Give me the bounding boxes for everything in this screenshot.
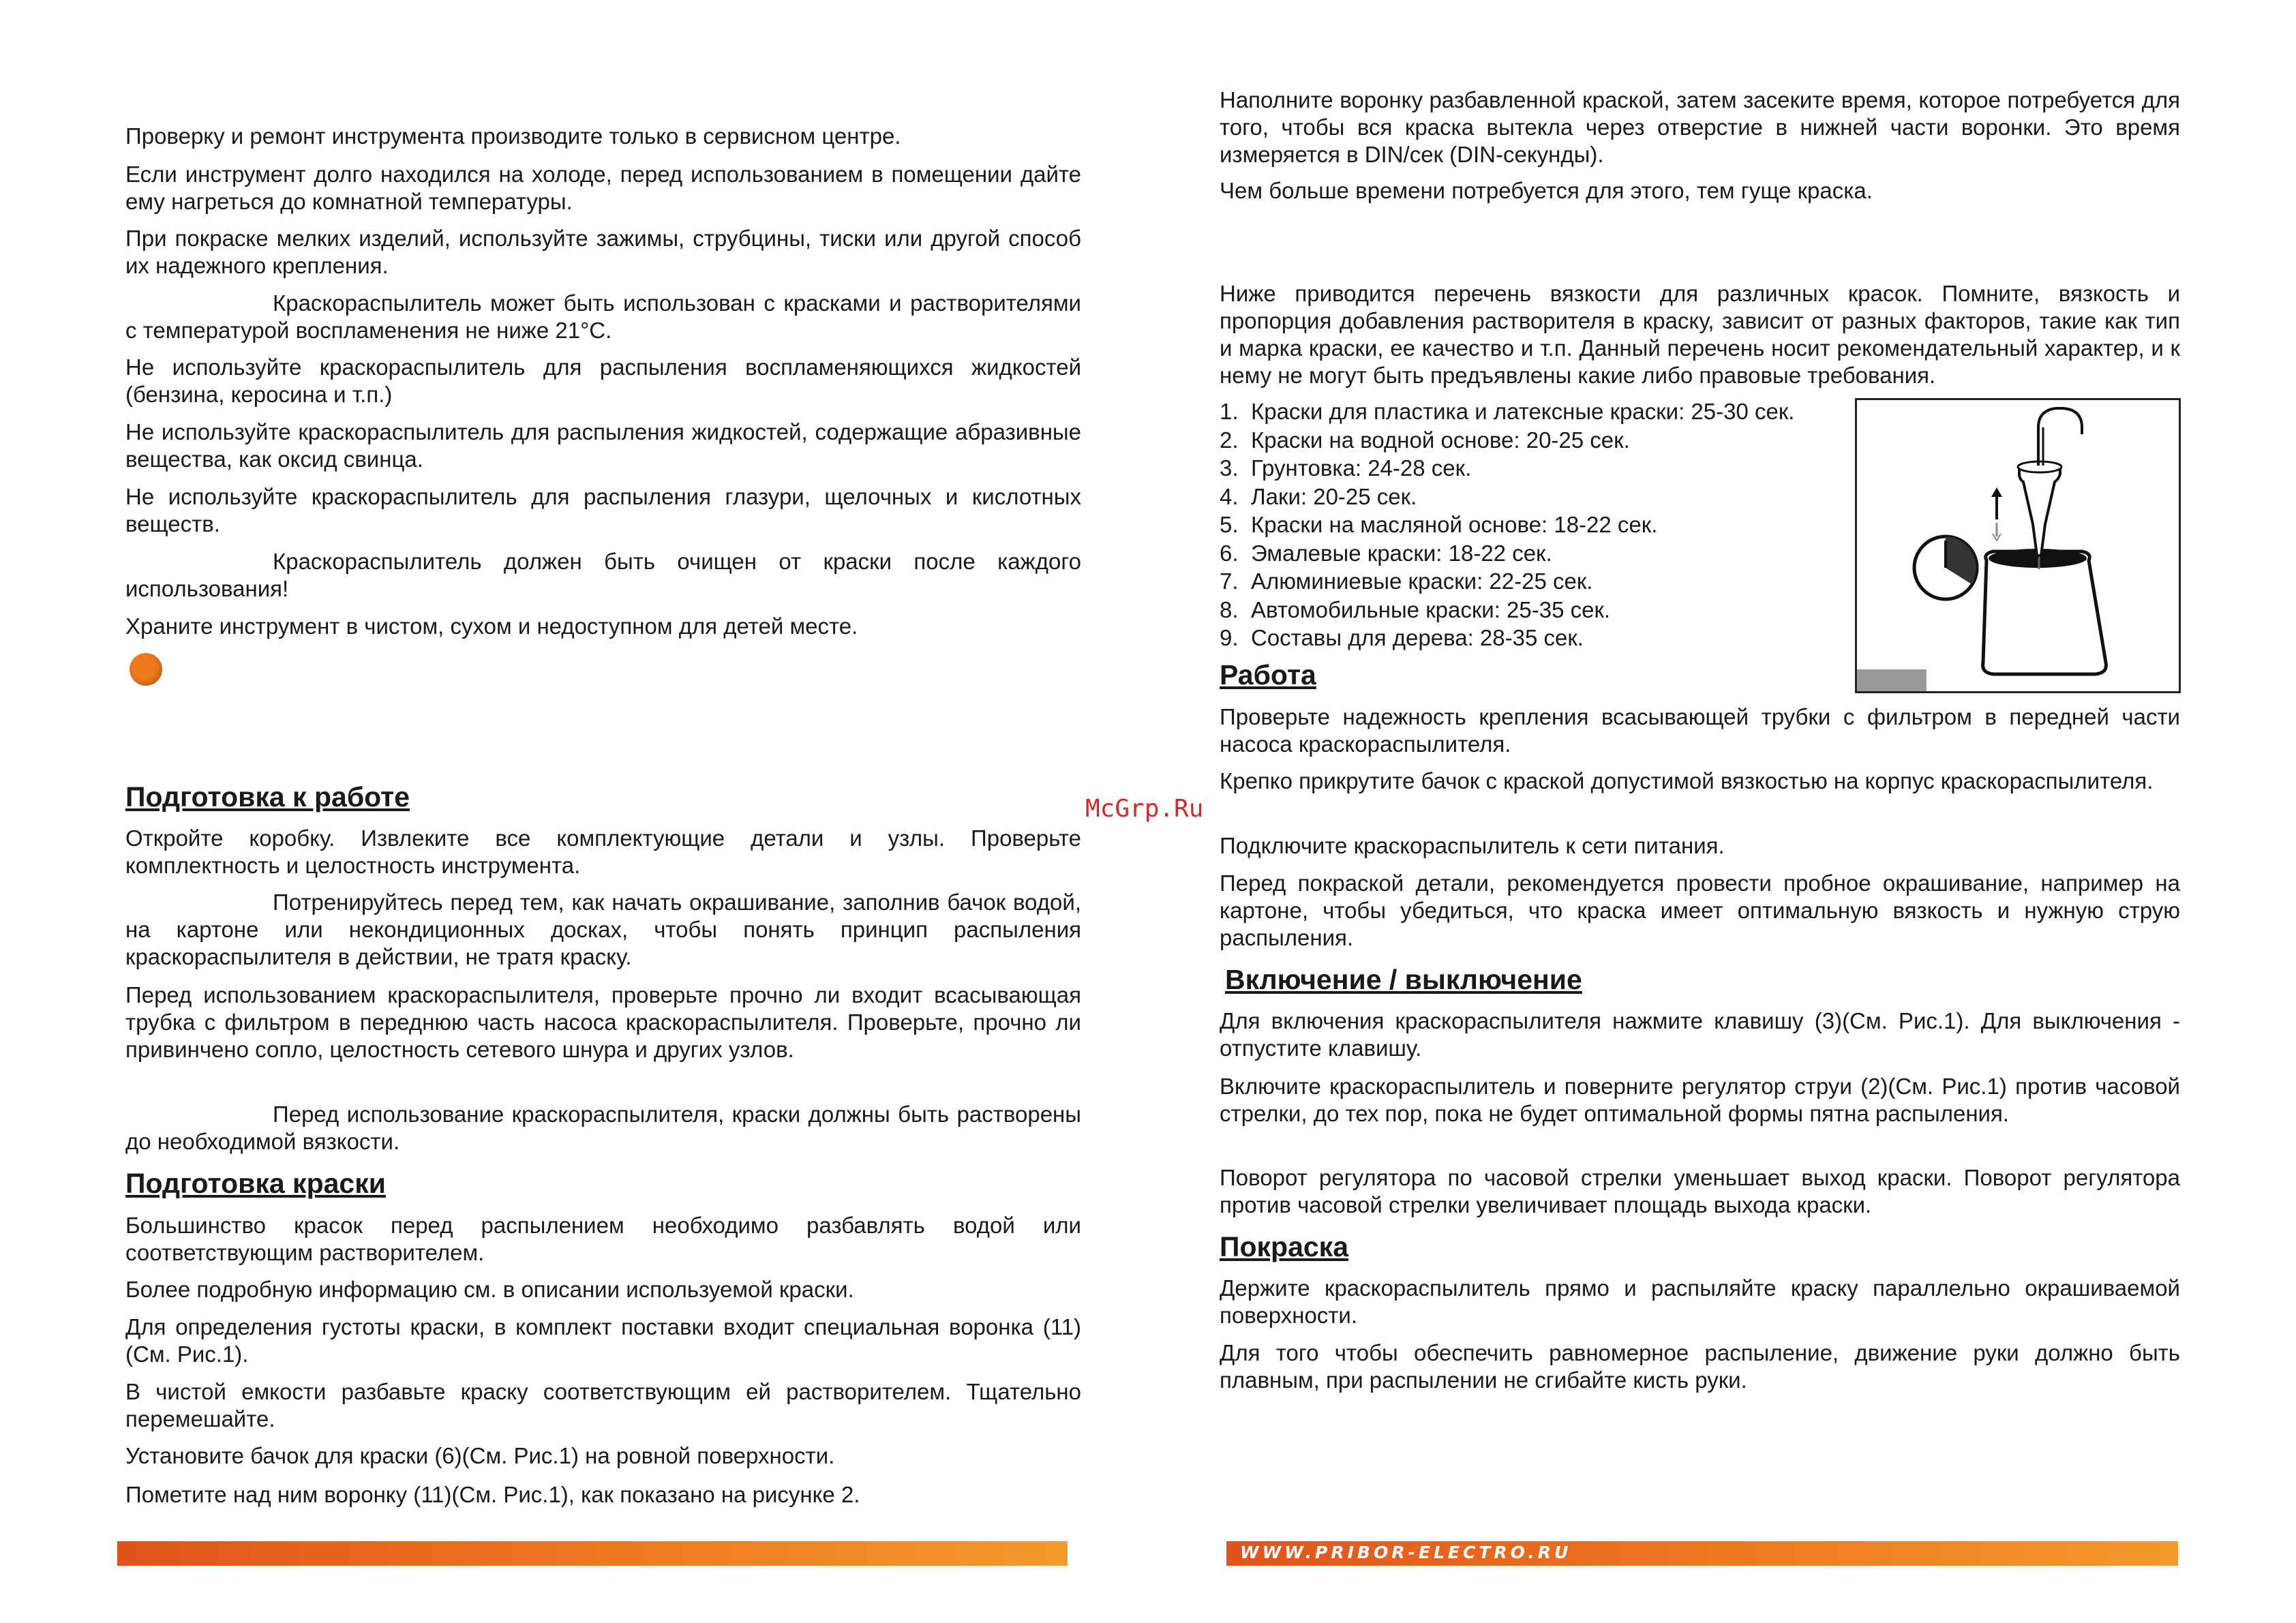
paragraph: Перед использованием краскораспылителя, проверьте прочно ли входит всасывающая трубка с фильтром в переднюю часть насоса краскораспылителя. Проверьте, прочно ли привинчено сопло, целостность сетевого шнура и других узлов. [125, 982, 1081, 1062]
list-item-number: 1. [1220, 399, 1239, 424]
footer-bar-left [117, 1541, 1068, 1566]
section-heading-paint: Покраска [1220, 1231, 1349, 1262]
list-item-text: Составы для дерева: 28-35 сек. [1251, 625, 1584, 650]
paragraph: Ниже приводится перечень вязкости для различных красок. Помните, вязкость и пропорция добавления растворителя в краску, зависит от разных факторов, такие как тип и марка краски, ее качество и т.п. Данный перечень носит рекомендательный характер, и к нему не могут быть предъявлены какие либо правовые требования. [1220, 281, 2180, 388]
paragraph: Откройте коробку. Извлеките все комплектующие детали и узлы. Проверьте комплектность и целостность инструмента. [125, 825, 1081, 878]
funnel-hook [2038, 408, 2082, 466]
list-item [1220, 511, 1860, 539]
paragraph: Держите краскораспылитель прямо и распыляйте краску параллельно окрашиваемой поверхности. [1220, 1275, 2180, 1328]
list-item [1220, 596, 1860, 624]
list-item [1220, 539, 1860, 568]
paragraph: Поворот регулятора по часовой стрелки уменьшает выход краски. Поворот регулятора против часовой стрелки увеличивает площадь выхода краски. [1220, 1165, 2180, 1217]
paragraph: Проверьте надежность крепления всасывающей трубки с фильтром в передней части насоса краскораспылителя. [1220, 704, 2180, 757]
funnel-cup-illustration [1857, 400, 2179, 691]
list-item-number: 5. [1220, 512, 1239, 537]
paragraph: Не используйте краскораспылитель для распыления глазури, щелочных и кислотных веществ. [125, 484, 1081, 536]
paragraph: Перед покраской детали, рекомендуется провести пробное окрашивание, например на картоне, чтобы убедиться, что краска имеет оптимальную вязкость и нужную струю распыления. [1220, 870, 2180, 950]
paragraph: Краскораспылитель должен быть очищен от краски после каждого использования! [125, 549, 1081, 601]
list-item-text: Краски на масляной основе: 18-22 сек. [1251, 512, 1658, 537]
list-item-text: Автомобильные краски: 25-35 сек. [1251, 596, 1611, 622]
paragraph: Не используйте краскораспылитель для распыления жидкостей, содержащие абразивные вещества, как оксид свинца. [125, 419, 1081, 472]
paragraph: Храните инструмент в чистом, сухом и недоступном для детей месте. [125, 613, 858, 639]
list-item-number: 8. [1220, 596, 1239, 622]
list-item-number: 6. [1220, 540, 1239, 566]
list-item-text: Краски на водной основе: 20-25 сек. [1251, 427, 1630, 453]
section-heading-work: Работа [1220, 659, 1316, 691]
paragraph: Если инструмент долго находился на холоде, перед использованием в помещении дайте ему нагреться до комнатной температуры. [125, 162, 1081, 214]
list-item [1220, 426, 1860, 455]
paragraph: Для включения краскораспылителя нажмите клавишу (3)(См. Рис.1). Для выключения - отпустите клавишу. [1220, 1008, 2180, 1061]
list-item [1220, 624, 1860, 652]
list-item-text: Грунтовка: 24-28 сек. [1251, 455, 1472, 481]
paragraph: Крепко прикрутите бачок с краской допустимой вязкостью на корпус краскораспылителя. [1220, 768, 2154, 793]
footer-bar-right [1226, 1541, 2178, 1566]
paragraph: Большинство красок перед распылением необходимо разбавлять водой или соответствующим растворителем. [125, 1213, 1081, 1265]
list-item-number: 3. [1220, 455, 1239, 481]
list-item-text: Краски для пластика и латексные краски: 25-30 сек. [1251, 399, 1795, 424]
list-item-number: 7. [1220, 568, 1239, 594]
section-heading-prep: Подготовка к работе [125, 781, 410, 813]
list-item-number: 2. [1220, 427, 1239, 453]
paragraph: Установите бачок для краски (6)(См. Рис.1) на ровной поверхности. [125, 1443, 835, 1468]
section-heading-onoff: Включение / выключение [1225, 964, 1582, 995]
paragraph: Для определения густоты краски, в комплект поставки входит специальная воронка (11)(См. Рис.1). [125, 1314, 1081, 1367]
list-item-text: Эмалевые краски: 18-22 сек. [1251, 540, 1552, 566]
paragraph: Потренируйтесь перед тем, как начать окрашивание, заполнив бачок водой, на картоне или некондиционных досках, чтобы понять принцип распыления краскораспылителя в действии, не тратя краску. [125, 890, 1081, 969]
cup-icon [1983, 551, 2106, 674]
list-item [1220, 483, 1860, 511]
footer-url[interactable]: WWW.PRIBOR-ELECTRO.RU [1240, 1543, 1572, 1562]
funnel-icon [2019, 466, 2060, 556]
paragraph: Более подробную информацию см. в описании используемой краски. [125, 1277, 854, 1302]
paragraph: Краскораспылитель может быть использован с красками и растворителями с температурой воспламенения не ниже 21°C. [125, 290, 1081, 343]
paragraph: Пометите над ним воронку (11)(См. Рис.1), как показано на рисунке 2. [125, 1482, 860, 1507]
list-item [1220, 397, 1860, 426]
paragraph: Включите краскораспылитель и поверните регулятор струи (2)(См. Рис.1) против часовой стрелки, до тех пор, пока не будет оптимальной формы пятна распыления. [1220, 1074, 2180, 1126]
list-item [1220, 454, 1860, 483]
figure-tab [1857, 669, 1927, 691]
list-item-number: 4. [1220, 483, 1239, 509]
viscosity-list [1220, 397, 1860, 652]
paragraph: Наполните воронку разбавленной краской, затем засеките время, которое потребуется для того, чтобы вся краска вытекла через отверстие в нижней части воронки. Это время измеряется в DIN/сек (DIN-секунды). [1220, 87, 2180, 167]
paragraph: Не используйте краскораспылитель для распыления воспламеняющихся жидкостей (бензина, керосина и т.п.) [125, 354, 1081, 407]
orange-bullet-icon [130, 653, 162, 686]
section-heading-paint-prep: Подготовка краски [125, 1168, 386, 1199]
arrow-up-icon [1991, 487, 2002, 497]
paragraph: В чистой емкости разбавьте краску соответствующим ей растворителем. Тщательно перемешайте. [125, 1379, 1081, 1431]
list-item [1220, 567, 1860, 596]
viscosity-test-figure [1855, 398, 2181, 693]
list-item-text: Лаки: 20-25 сек. [1251, 483, 1417, 509]
list-item-number: 9. [1220, 625, 1239, 650]
paragraph: При покраске мелких изделий, используйте зажимы, струбцины, тиски или другой способ их надежного крепления. [125, 226, 1081, 278]
watermark: McGrp.Ru [1085, 795, 1204, 823]
list-item-text: Алюминиевые краски: 22-25 сек. [1251, 568, 1593, 594]
paragraph: Чем больше времени потребуется для этого, тем гуще краска. [1220, 178, 1873, 203]
paragraph: Перед использование краскораспылителя, краски должны быть растворены до необходимой вязкости. [125, 1102, 1081, 1154]
paragraph: Подключите краскораспылитель к сети питания. [1220, 833, 1725, 858]
paragraph: Для того чтобы обеспечить равномерное распыление, движение руки должно быть плавным, при распылении не сгибайте кисть руки. [1220, 1340, 2180, 1393]
paragraph: Проверку и ремонт инструмента производите только в сервисном центре. [125, 123, 901, 149]
